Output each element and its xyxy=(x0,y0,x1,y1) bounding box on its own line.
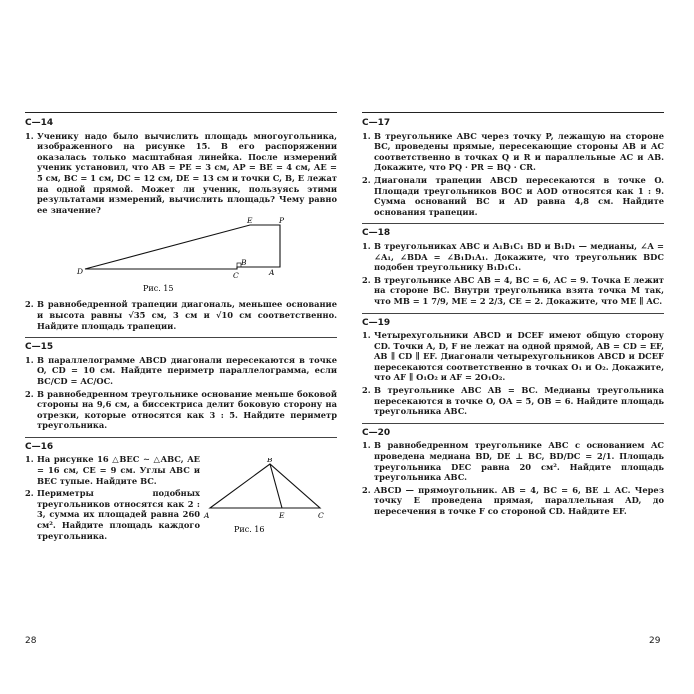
section-c17 xyxy=(362,118,664,217)
figure-16 xyxy=(200,454,337,543)
problem-1 xyxy=(362,440,664,482)
problem-2 xyxy=(362,385,664,417)
triangle-ABC xyxy=(210,464,320,508)
section-title: С—17 xyxy=(362,118,391,128)
figure-caption: Рис. 15 xyxy=(143,284,174,294)
problem-number: 2. xyxy=(362,385,371,396)
c16-problems xyxy=(25,454,200,543)
top-rule-left xyxy=(25,112,337,113)
problem-text: В треугольнике ABC AB = BC. Медианы треугольника пересекаются в точке O, OA = 5, OB = 6. Найдите площадь треугольника ABC. xyxy=(374,385,664,417)
problem-number: 1. xyxy=(362,240,371,251)
left-page xyxy=(25,118,337,549)
c16-content xyxy=(25,454,337,543)
problem-1 xyxy=(362,330,664,383)
problem-number: 2. xyxy=(362,274,371,285)
figure-caption: Рис. 16 xyxy=(234,525,265,535)
problem-1 xyxy=(362,241,664,273)
problem-text: ABCD — прямоугольник. AB = 4, BC = 6, BE ⊥ AC. Через точку E проведена прямая, параллельная AD, до пересечения в точке F со стороной CD. Найдите EF. xyxy=(374,484,664,516)
problem-number: 2. xyxy=(25,488,34,499)
problem-text: Четырехугольники ABCD и DCEF имеют общую сторону CD. Точки A, D, F не лежат на одной прямой, AB = CD = EF, AB ∥ CD ∥ EF. Диагонали четырехугольников ABCD и DCEF пересекаются соответственно в точках O₁ и O₂. Докажите, что AF ∥ O₁O₂ и AF = 2O₁O₂. xyxy=(374,330,664,383)
problem-text: Ученику надо было вычислить площадь многоугольника, изображенного на рисунке 15. В его распоряжении оказалась только масштабная линейка. После измерений ученик установил, что AB = PE = 3 см, AP = BE = 4 см, AE = 5 см, BC = 1 см, DC = 12 см, DE = 13 см и точки C, B, E лежат на одной прямой. Может ли ученик, пользуясь этими результатами измерений, вычислить площадь? Чему равно ее значение? xyxy=(37,130,337,215)
problem-1 xyxy=(25,355,337,387)
problem-number: 1. xyxy=(25,130,34,141)
problem-text: Периметры подобных треугольников относятся как 2 : 3, сумма их площадей равна 260 см². Найдите площадь каждого треугольника. xyxy=(37,488,200,541)
problem-number: 1. xyxy=(25,454,34,465)
section-divider xyxy=(25,337,337,338)
right-page xyxy=(362,118,664,523)
problem-number: 1. xyxy=(362,130,371,141)
label-B: B xyxy=(267,458,273,465)
section-title: С—15 xyxy=(25,342,54,353)
problem-text: На рисунке 16 △BEC ∼ △ABC, AE = 16 см, CE = 9 см. Углы ABC и BEC тупые. Найдите BC. xyxy=(37,454,200,486)
problem-text: В равнобедренном треугольнике ABC с основанием AC проведена медиана BD, DE ⊥ BC, BD/DC = 2/1. Площадь треугольника DEC равна 20 см². Найдите площадь треугольника ABC. xyxy=(374,440,664,483)
top-rule-right xyxy=(362,112,664,113)
section-divider xyxy=(25,437,337,438)
figure-15-drawing xyxy=(25,217,337,299)
label-P: P xyxy=(279,217,285,226)
problem-1 xyxy=(25,131,337,216)
section-divider xyxy=(362,423,664,424)
problem-2 xyxy=(362,275,664,307)
problem-number: 2. xyxy=(362,484,371,495)
problem-2 xyxy=(362,485,664,517)
problem-text: Диагонали трапеции ABCD пересекаются в точке O. Площади треугольников BOC и AOD относятся как 1 : 9. Сумма оснований BC и AD равна 4,8 см. Найдите основания трапеции. xyxy=(374,174,664,217)
problem-number: 2. xyxy=(25,299,34,310)
page-number-right: 29 xyxy=(649,636,661,646)
figure-16-drawing xyxy=(200,458,335,550)
label-E: E xyxy=(247,217,253,226)
problem-number: 1. xyxy=(25,354,34,365)
section-title: С—14 xyxy=(25,118,54,128)
section-title: С—18 xyxy=(362,228,391,239)
problem-2 xyxy=(25,299,337,331)
section-title: С—19 xyxy=(362,317,391,328)
problem-number: 1. xyxy=(362,440,371,451)
section-c15 xyxy=(25,342,337,431)
section-divider xyxy=(362,223,664,224)
problem-2 xyxy=(362,175,664,217)
label-A: A xyxy=(269,268,275,278)
segment-BE xyxy=(270,464,282,508)
problem-text: В треугольниках ABC и A₁B₁C₁ BD и B₁D₁ — медианы, ∠A = ∠A₁, ∠BDA = ∠B₁D₁A₁. Докажите, что треугольник BDC подобен треугольнику B₁D₁C₁. xyxy=(374,240,664,273)
problem-number: 1. xyxy=(362,330,371,341)
section-c14 xyxy=(25,118,337,331)
problem-2 xyxy=(25,389,337,431)
problem-text: В равнобедренной трапеции диагональ, меньшее основание и высота равны √35 см, 3 см и √10 см соответственно. Найдите площадь трапеции. xyxy=(37,299,337,331)
section-title: С—16 xyxy=(25,441,54,452)
problem-text: В треугольнике ABC AB = 4, BC = 6, AC = 9. Точка E лежит на стороне BC. Внутри треугольника взята точка M так, что MB = 1 7/9, ME = 2 2/3, CE = 2. Докажите, что ME ∥ AC. xyxy=(374,274,664,306)
problem-text: В треугольнике ABC через точку P, лежащую на стороне BC, проведены прямые, пересекающие стороны AB и AC соответственно в точках Q и R и параллельные AC и AB. Докажите, что PQ · PR = BQ · CR. xyxy=(374,130,664,173)
label-C: C xyxy=(233,271,239,281)
problem-text: В параллелограмме ABCD диагонали пересекаются в точке O, CD = 10 см. Найдите периметр параллелограмма, если BC/CD = AC/OC. xyxy=(37,354,337,386)
problem-1 xyxy=(362,131,664,173)
label-B: B xyxy=(241,258,247,268)
section-c19 xyxy=(362,318,664,417)
section-title: С—20 xyxy=(362,427,391,438)
problem-text: В равнобедренном треугольнике основание меньше боковой стороны на 9,6 см, а биссектриса делит боковую сторону на отрезки, которые относятся как 3 : 5. Найдите периметр треугольника. xyxy=(37,388,337,431)
section-c18 xyxy=(362,228,664,306)
page-number-left: 28 xyxy=(25,636,37,646)
section-divider xyxy=(362,313,664,314)
label-E: E xyxy=(279,511,285,521)
problem-2 xyxy=(25,488,200,541)
label-D: D xyxy=(77,267,84,277)
problem-number: 2. xyxy=(362,174,371,185)
figure-15 xyxy=(25,217,337,299)
problem-number: 2. xyxy=(25,388,34,399)
problem-1 xyxy=(25,454,200,486)
label-C: C xyxy=(318,511,324,521)
section-c16 xyxy=(25,442,337,543)
polygon-shape xyxy=(85,225,280,269)
label-A: A xyxy=(204,511,210,521)
section-c20 xyxy=(362,428,664,517)
